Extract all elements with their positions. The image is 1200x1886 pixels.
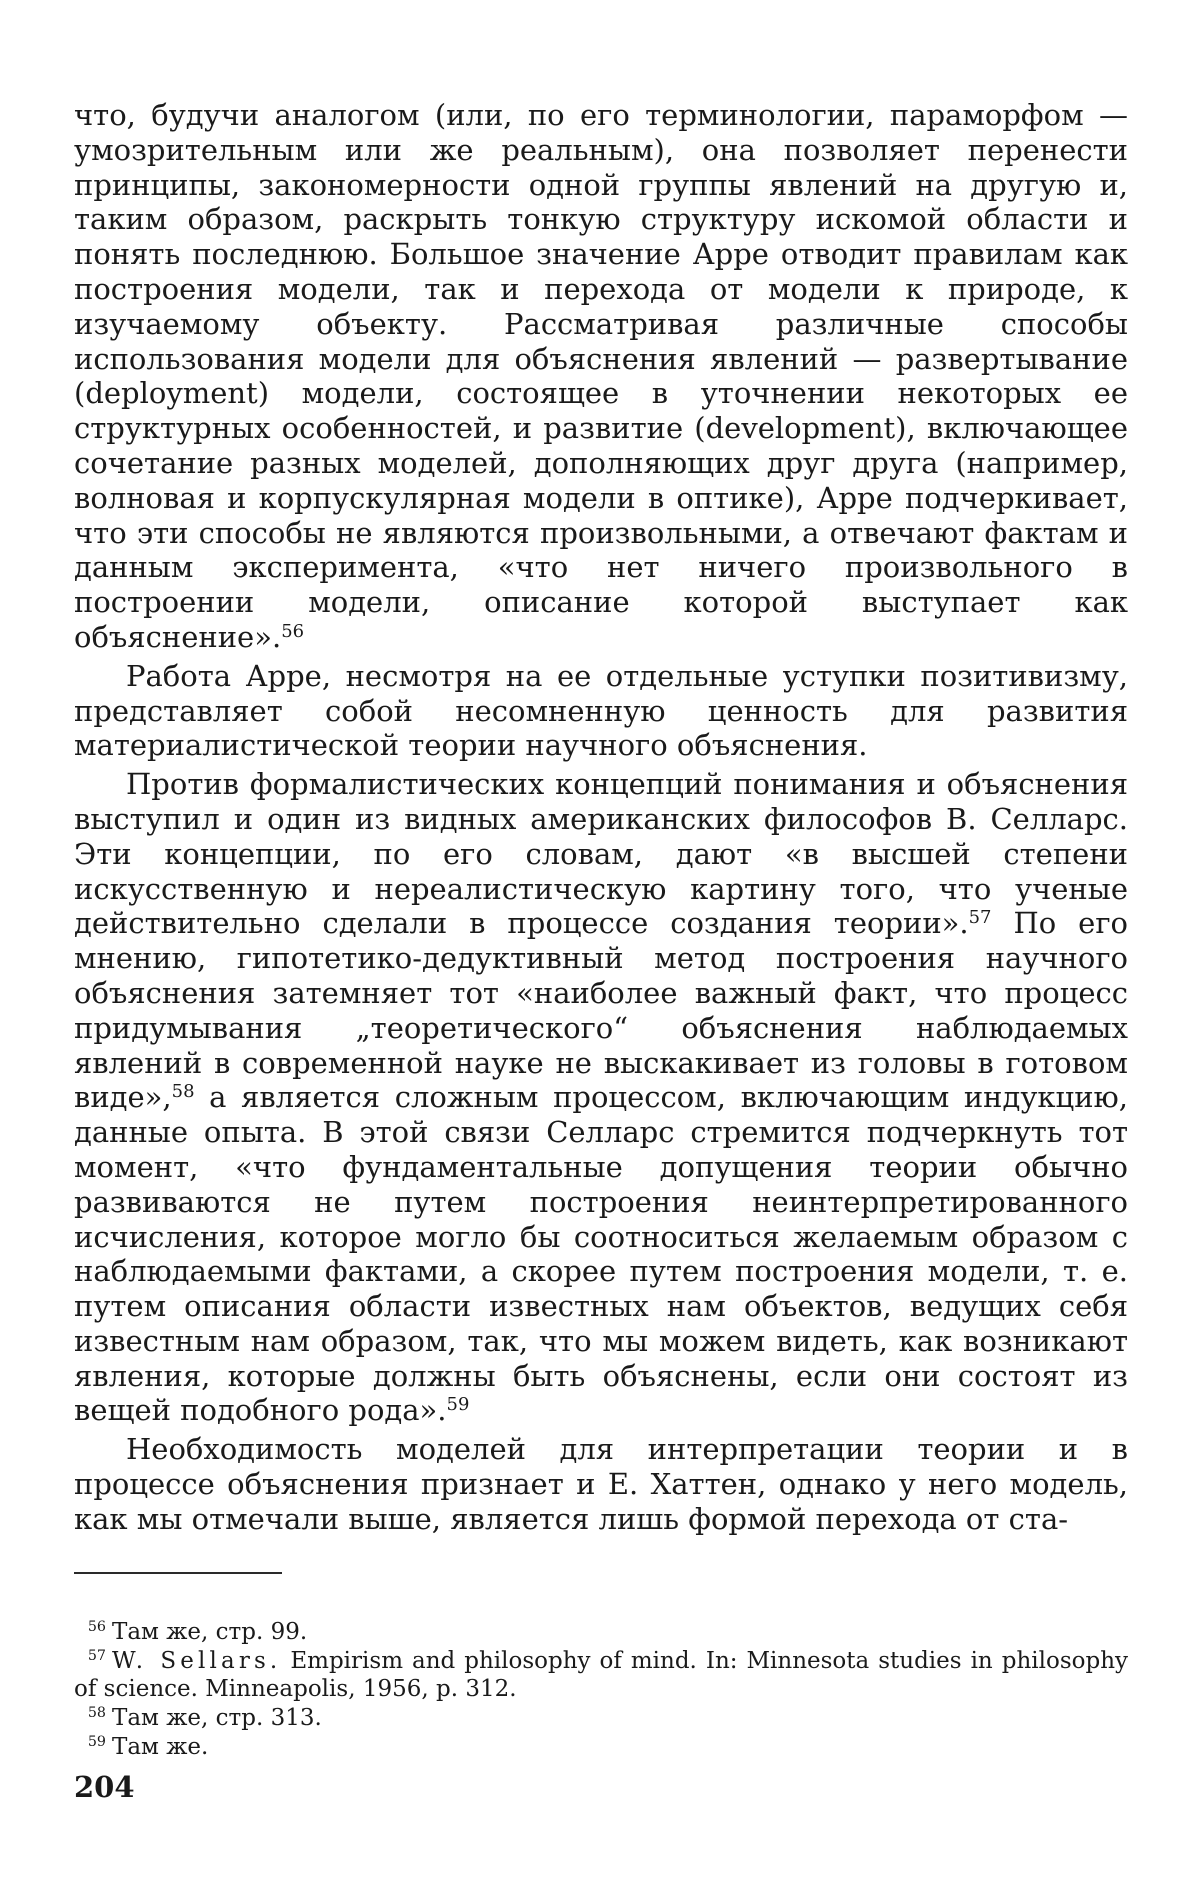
paragraph-3 [74, 767, 1128, 1428]
footnotes [74, 1618, 1128, 1762]
paragraph-3-text-b: По его мнению, гипотетико-дедуктивный метод построения научного объяснения затемняет тот «наиболее важный факт, что процесс придумывания „теоретического“ объяснения наблюдаемых явлений в современной науке не выскакивает из головы в готовом виде», [74, 906, 1128, 1115]
footnote-ref-59: 59 [446, 1394, 470, 1416]
footnote-59: 59 Там же. [87, 1734, 209, 1760]
footnote-text: Там же, стр. 313. [112, 1705, 322, 1731]
paragraph-1 [74, 98, 1128, 655]
footnote-text: Empirism and philosophy of mind. In: Minnesota studies in philosophy of science. Minneapolis, 1956, p. 312. [74, 1648, 1129, 1702]
paragraph-2 [74, 659, 1128, 763]
footnote-text: Там же, стр. 99. [112, 1619, 308, 1645]
page-number: 204 [74, 1770, 135, 1804]
footnote-56: 56 Там же, стр. 99. [87, 1619, 308, 1645]
footnote-ref-57: 57 [968, 907, 992, 929]
footnote-author: W. Sellars. [112, 1648, 282, 1674]
footnote-ref-58: 58 [171, 1081, 195, 1103]
main-text [74, 98, 1128, 1541]
footnote-ref-56: 56 [281, 621, 305, 643]
paragraph-3-text-a: Против формалистических концепций понимания и объяснения выступил и один из видных американских философов В. Селларс. Эти концепции, по его словам, дают «в высшей степени искусственную и нереалистическую картину того, что ученые действительно сделали в процессе создания теории». [74, 767, 1128, 941]
paragraph-1-text: что, будучи аналогом (или, по его терминологии, параморфом — умозрительным или же реальным), она позволяет перенести принципы, закономерности одной группы явлений на другую и, таким образом, раскрыть тонкую структуру искомой области и понять последнюю. Большое значение Арре отводит правилам как построения модели, так и перехода от модели к природе, к изучаемому объекту. Рассматривая различные способы использования модели для объяснения явлений — развертывание (deployment) модели, состоящее в уточнении некоторых ее структурных особенностей, и развитие (development), включающее сочетание разных моделей, дополняющих друг друга (например, волновая и корпускулярная модели в оптике), Арре подчеркивает, что эти способы не являются произвольными, а отвечают фактам и данным эксперимента, «что нет ничего произвольного в построении модели, описание которой выступает как объяснение». [74, 98, 1128, 654]
footnote-divider [74, 1572, 282, 1574]
paragraph-4 [74, 1432, 1128, 1536]
footnote-58: 58 Там же, стр. 313. [87, 1705, 322, 1731]
footnote-57: 57 W. Sellars. Empirism and philosophy of mind. In: Minnesota studies in philosophy of science. Minneapolis, 1956, p. 312. [74, 1648, 1129, 1702]
paragraph-3-text-c: а является сложным процессом, включающим индукцию, данные опыта. В этой связи Селларс стремится подчеркнуть тот момент, «что фундаментальные допущения теории обычно развиваются не путем построения неинтерпретированного исчисления, которое могло бы соотноситься желаемым образом с наблюдаемыми фактами, а скорее путем построения модели, т. е. путем описания области известных нам объектов, ведущих себя известным нам образом, так, что мы можем видеть, как возникают явления, которые должны быть объяснены, если они состоят из вещей подобного рода». [74, 1080, 1128, 1428]
paragraph-4-text: Необходимость моделей для интерпретации теории и в процессе объяснения признает и Е. Хаттен, однако у него модель, как мы отмечали выше, является лишь формой перехода от ста- [74, 1432, 1128, 1536]
footnote-text: Там же. [112, 1734, 209, 1760]
paragraph-2-text: Работа Арре, несмотря на ее отдельные уступки позитивизму, представляет собой несомненную ценность для развития материалистической теории научного объяснения. [74, 658, 1128, 763]
